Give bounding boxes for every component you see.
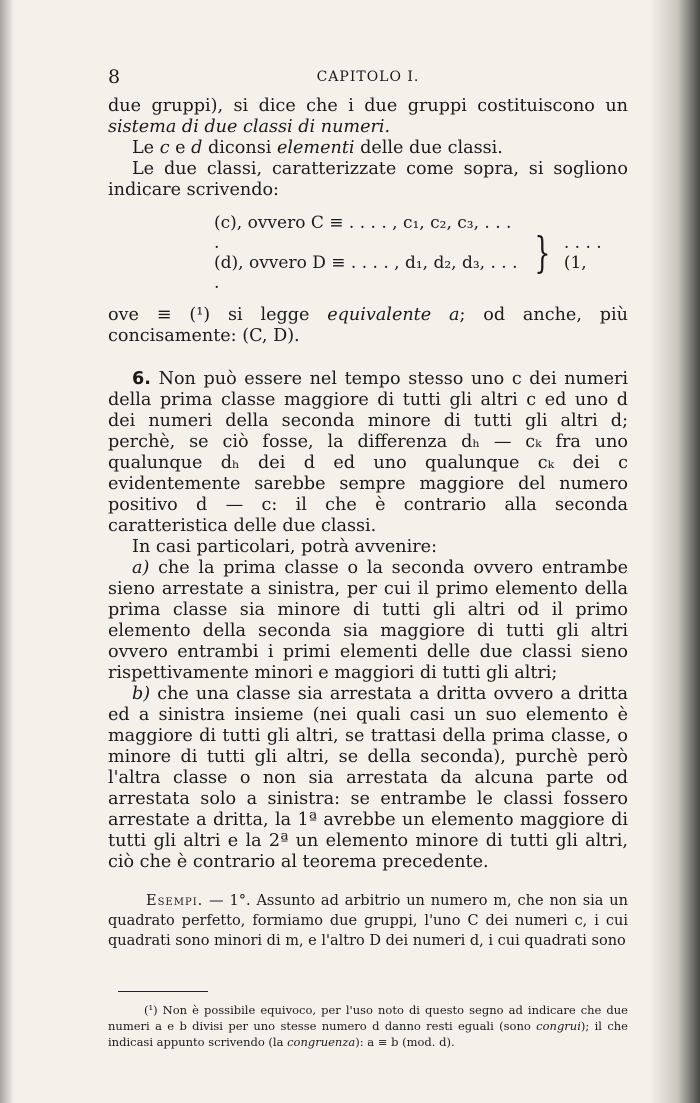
footnote: (¹) Non è possibile equivoco, per l'uso noto di questo segno ad indicare che due numeri a e b divisi per uno stesse numero d danno resti eguali (sono congrui); il che indicasi appunto scrivendo (la congruenza): a ≡ b (mod. d). — [108, 1003, 628, 1049]
paragraph-notation: Le due classi, caratterizzate come sopra, si sogliono indicare scrivendo: — [108, 159, 628, 200]
examples-paragraph: Esempi. — 1°. Assunto ad arbitrio un numero m, che non sia un quadrato perfetto, formiamo due gruppi, l'uno C dei numeri c, i cui quadrati sono minori di m, e l'altro D dei numeri d, i cui quadrati sono — [108, 893, 628, 949]
running-head — [108, 66, 628, 96]
right-brace-icon: } — [534, 228, 551, 277]
paragraph-system: due gruppi), si dice che i due gruppi costituiscono un sistema di due classi di numeri. — [108, 96, 628, 137]
equation-line-d: (d), ovvero D ≡ . . . . , d₁, d₂, d₃, . . . . — [214, 253, 518, 293]
case-b: b) che una classe sia arrestata a dritta ovvero a dritta ed a sinistra insieme (nei quali casi un suo elemento è maggiore di tutti gli altri, se trattasi della prima classe, o minore di tutti gli altri, se della seconda), purchè però l'altra classe o non sia arrestata da alcuna parte od arrestata solo a sinistra: se entrambe le classi fossero arrestate a dritta, la 1ª avrebbe un elemento maggiore di tutti gli altri e la 2ª un elemento minore di tutti gli altri, ciò che è contrario al teorema precedente. — [108, 684, 628, 872]
section-number: 6. — [132, 369, 151, 389]
book-page — [108, 66, 628, 1050]
equation-1 — [214, 213, 628, 293]
section-6 — [108, 369, 628, 537]
paragraph-equivalent: ove ≡ (¹) si legge equivalente a; od anche, più concisamente: (C, D). — [108, 305, 628, 346]
case-a: a) che la prima classe o la seconda ovvero entrambe sieno arrestate a sinistra, per cui il primo elemento della prima classe sia minore di tutti gli altri od il primo elemento della seconda sia maggiore di tutti gli altri ovvero entrambi i primi elementi delle due classi sieno rispettivamente minori e maggiori di tutti gli altri; — [108, 558, 629, 683]
footnote-rule — [118, 991, 208, 992]
page-number: 8 — [108, 66, 121, 88]
paragraph-cases: In casi particolari, potrà avvenire: — [132, 537, 438, 557]
equation-line-c: (c), ovvero C ≡ . . . . , c₁, c₂, c₃, . . . . — [214, 213, 512, 253]
scan-right-edge — [650, 0, 700, 1103]
chapter-title: CAPITOLO I. — [316, 69, 420, 85]
equation-number: . . . . (1, — [563, 233, 602, 273]
section-6-text: Non può essere nel tempo stesso uno c dei numeri della prima classe maggiore di tutti gli altri c ed uno d dei numeri della seconda minore di tutti gli altri d; perchè, se ciò fosse, la differenza dₕ — cₖ fra uno qualunque dₕ dei d ed uno qualunque cₖ dei c evidentemente sarebbe sempre maggiore del numero positivo d — c: il che è contrario alla seconda caratteristica delle due classi. — [108, 369, 629, 536]
scan-left-edge — [0, 0, 14, 1103]
paragraph-elements: Le c e d diconsi elementi delle due classi. — [132, 138, 503, 158]
examples-label: Esempi. — [146, 893, 204, 909]
